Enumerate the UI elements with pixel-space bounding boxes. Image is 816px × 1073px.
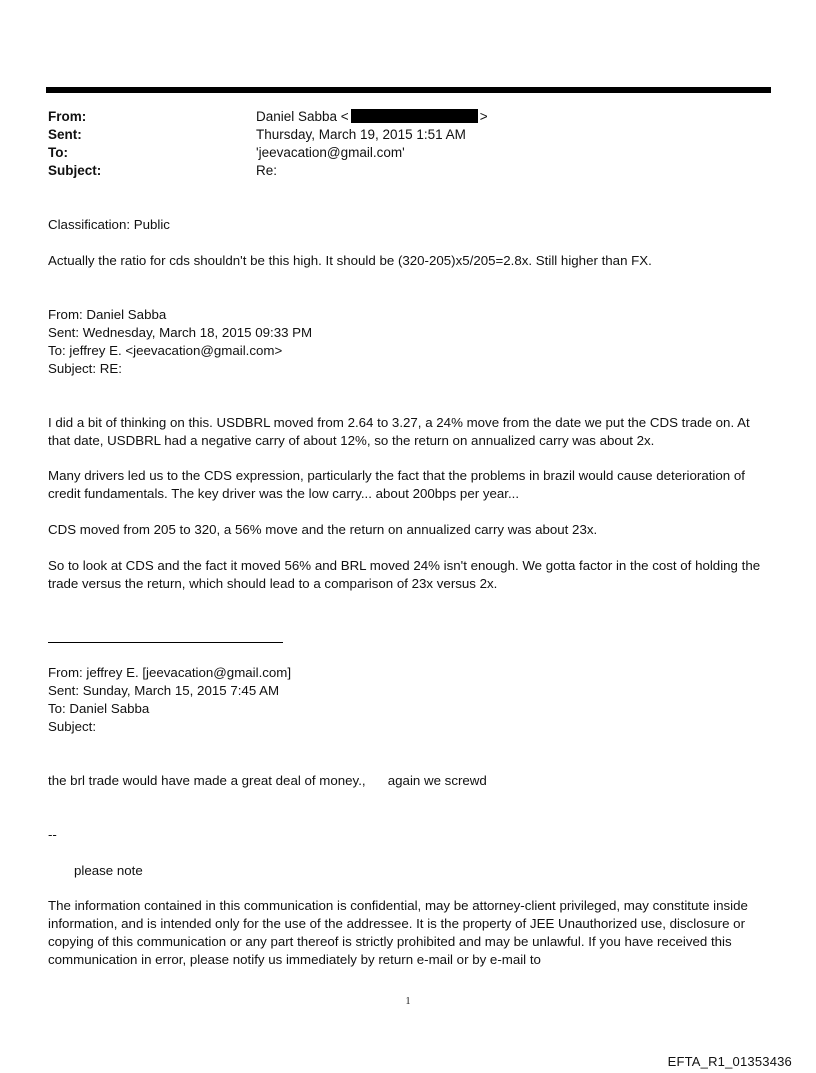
quoted1-from: From: Daniel Sabba <box>48 307 167 322</box>
disclaimer: The information contained in this communication is confidential, may be attorney-client privileged, may constitute inside information, and is intended only for the use of the addressee. It is the property of JEE Unauthorized use, disclosure or copying of this communication or any part thereof is strictly prohibited and may be unlawful. If you have received this communication in error, please notify us immediately by return e-mail or by e-mail to <box>48 898 752 967</box>
subject-label: Subject: <box>48 163 102 178</box>
quoted2-to: To: Daniel Sabba <box>48 701 150 716</box>
document-id: EFTA_R1_01353436 <box>667 1054 792 1069</box>
from-value-suffix: > <box>479 109 488 124</box>
quoted2-from: From: jeffrey E. [jeevacation@gmail.com] <box>48 665 292 680</box>
to-value: 'jeevacation@gmail.com' <box>256 145 405 160</box>
quoted2-subject: Subject: <box>48 719 97 734</box>
from-label: From: <box>48 109 87 124</box>
from-value-prefix: Daniel Sabba < <box>256 109 349 124</box>
quoted1-sent: Sent: Wednesday, March 18, 2015 09:33 PM <box>48 325 313 340</box>
quoted1-to: To: jeffrey E. <jeevacation@gmail.com> <box>48 343 283 358</box>
header-rule <box>46 87 771 93</box>
to-label: To: <box>48 145 68 160</box>
quoted2-sent: Sent: Sunday, March 15, 2015 7:45 AM <box>48 683 280 698</box>
quoted1-para1: I did a bit of thinking on this. USDBRL moved from 2.64 to 3.27, a 24% move from the date we put the CDS trade on. At that date, USDBRL had a negative carry of about 12%, so the return on annualized carry was about 2x. <box>48 415 754 448</box>
from-value <box>256 108 488 126</box>
redaction-box <box>351 109 478 123</box>
sent-label: Sent: <box>48 127 82 142</box>
quoted1-subject: Subject: RE: <box>48 361 122 376</box>
signature-note: please note <box>74 863 143 878</box>
body-line: Actually the ratio for cds shouldn't be this high. It should be (320-205)x5/205=2.8x. Still higher than FX. <box>48 253 652 268</box>
signature-dashes: -- <box>48 827 57 842</box>
quoted1-para3: CDS moved from 205 to 320, a 56% move and the return on annualized carry was about 23x. <box>48 522 598 537</box>
quoted1-para2: Many drivers led us to the CDS expression, particularly the fact that the problems in brazil would cause deterioration of credit fundamentals. The key driver was the low carry... about 200bps per year... <box>48 468 749 501</box>
subject-value: Re: <box>256 163 278 178</box>
quoted2-message: the brl trade would have made a great deal of money., again we screwd <box>48 773 487 788</box>
quoted1-para4: So to look at CDS and the fact it moved 56% and BRL moved 24% isn't enough. We gotta factor in the cost of holding the trade versus the return, which should lead to a comparison of 23x versus 2x. <box>48 558 764 591</box>
sent-value: Thursday, March 19, 2015 1:51 AM <box>256 127 466 142</box>
separator-line <box>48 642 283 643</box>
page-number: 1 <box>405 996 411 1007</box>
classification: Classification: Public <box>48 217 170 232</box>
